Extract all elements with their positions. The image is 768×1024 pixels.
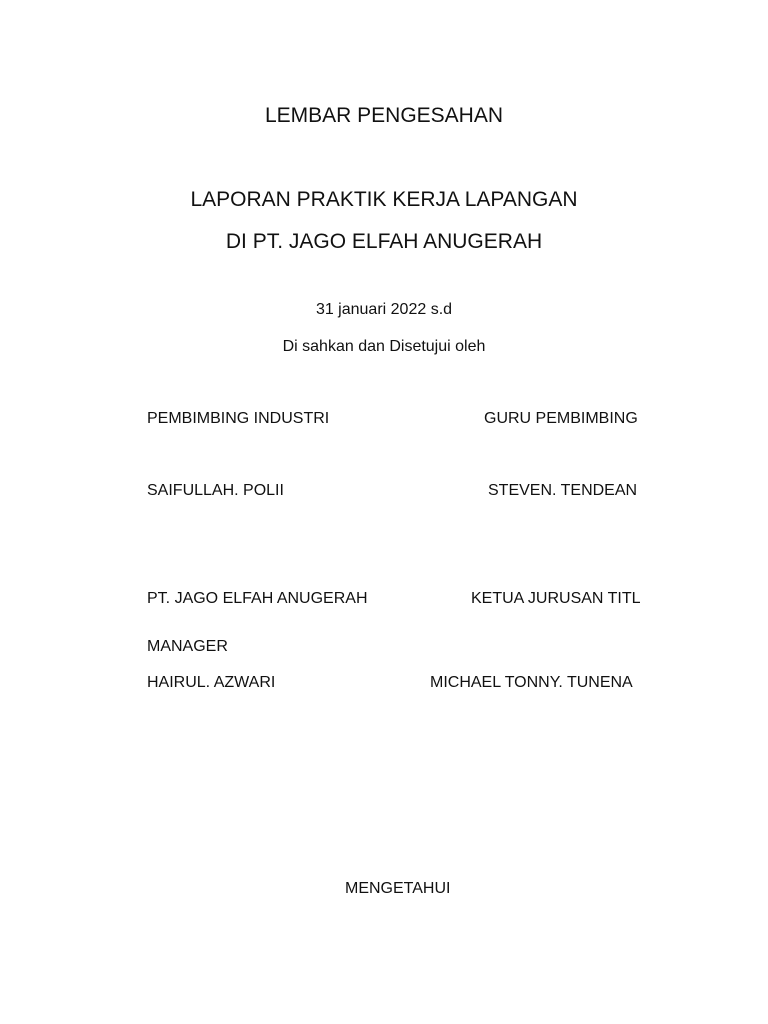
- left-org: PT. JAGO ELFAH ANUGERAH: [147, 590, 368, 607]
- acknowledge-label: MENGETAHUI: [345, 880, 451, 897]
- right-org: KETUA JURUSAN TITL: [471, 590, 641, 607]
- report-title: LAPORAN PRAKTIK KERJA LAPANGAN: [190, 188, 578, 211]
- left-name-2: HAIRUL. AZWARI: [147, 674, 276, 691]
- company-line: DI PT. JAGO ELFAH ANUGERAH: [225, 230, 543, 253]
- right-role: GURU PEMBIMBING: [484, 410, 638, 427]
- left-name: SAIFULLAH. POLII: [147, 482, 284, 499]
- approval-text: Di sahkan dan Disetujui oleh: [282, 338, 486, 355]
- document-heading: LEMBAR PENGESAHAN: [264, 104, 504, 127]
- left-role: PEMBIMBING INDUSTRI: [147, 410, 330, 427]
- right-name-2: MICHAEL TONNY. TUNENA: [430, 674, 633, 691]
- left-position: MANAGER: [147, 638, 228, 655]
- date-range: 31 januari 2022 s.d: [315, 301, 453, 318]
- right-name: STEVEN. TENDEAN: [488, 482, 638, 499]
